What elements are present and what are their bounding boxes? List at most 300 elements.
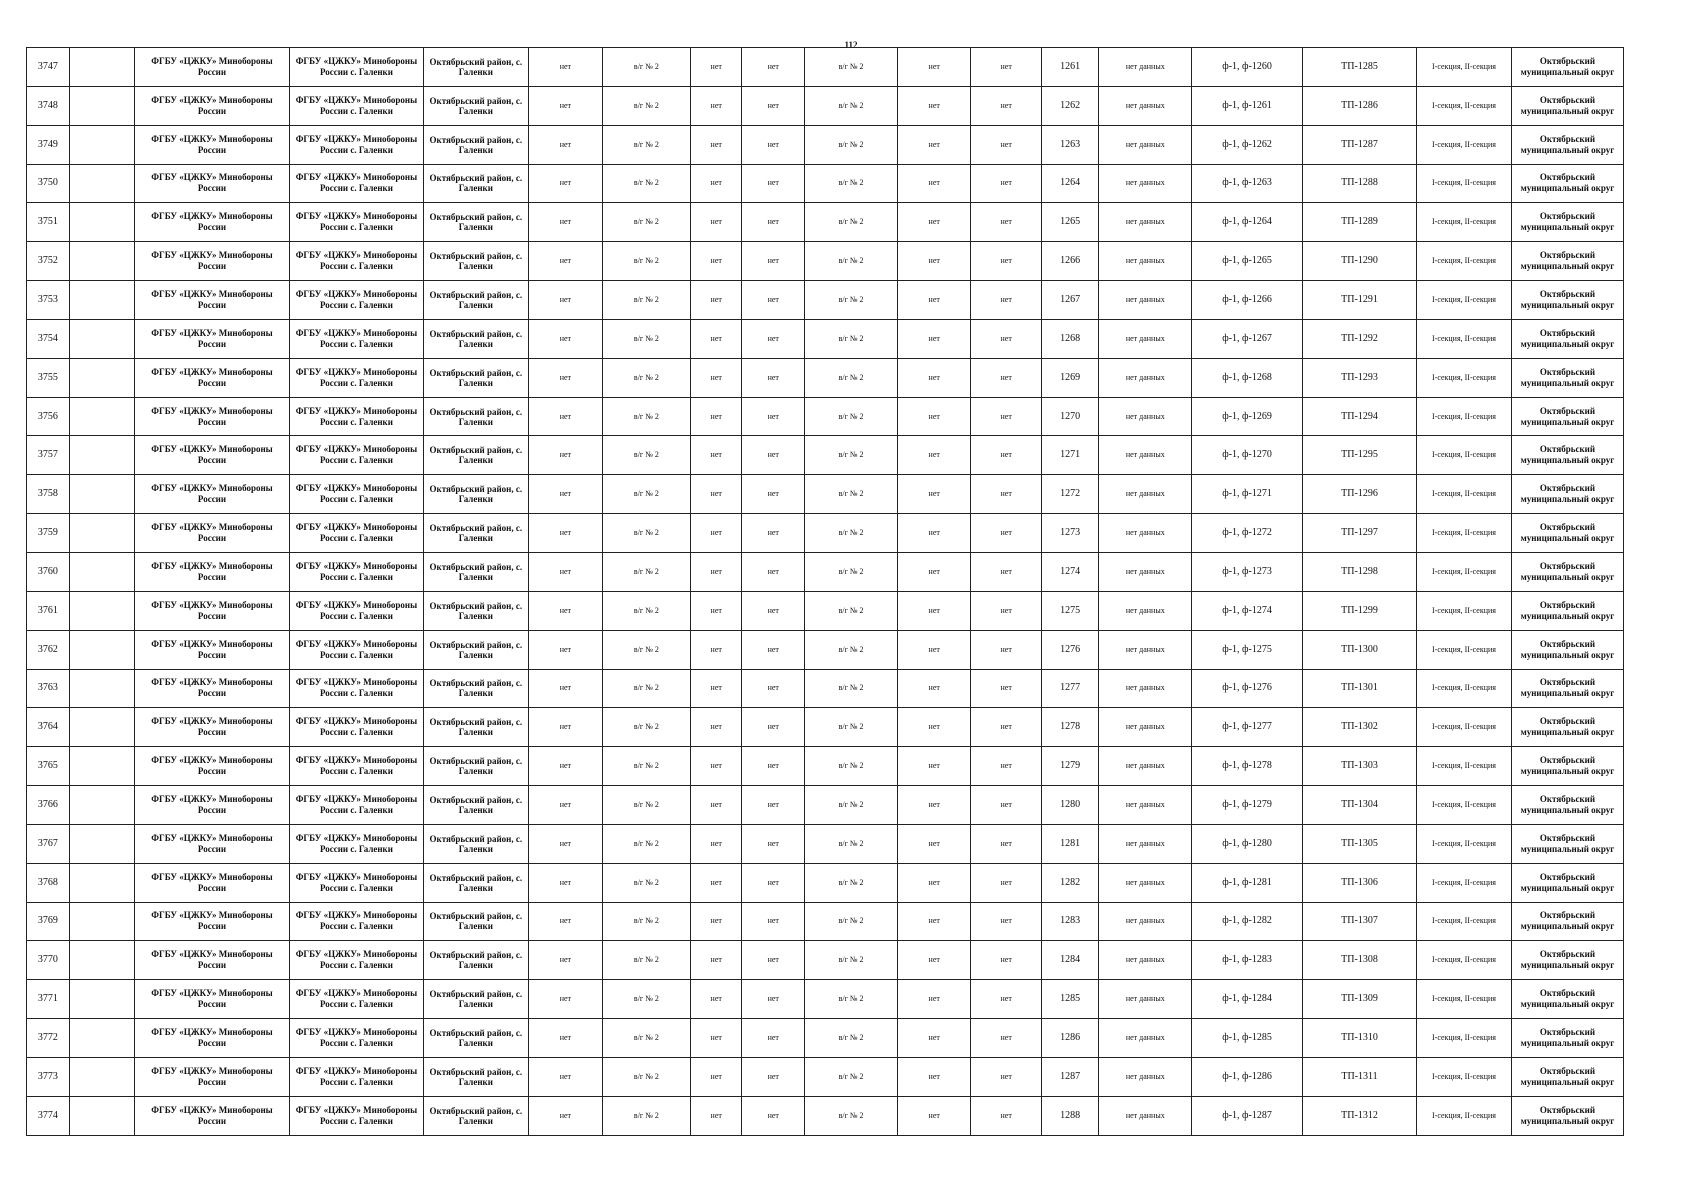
location: Октябрьский район, с. Галенки (423, 281, 529, 320)
field-net-5: нет (971, 669, 1041, 708)
table-row (27, 708, 1624, 747)
balance-holder: ФГБУ «ЦЖКУ» Минобороны России с. Галенки (290, 319, 423, 358)
field-net-2: нет (691, 1096, 742, 1135)
location: Октябрьский район, с. Галенки (423, 164, 529, 203)
field-net-2: нет (691, 552, 742, 591)
field-net-5: нет (971, 48, 1041, 87)
field-net-5: нет (971, 980, 1041, 1019)
location: Октябрьский район, с. Галенки (423, 786, 529, 825)
balance-holder: ФГБУ «ЦЖКУ» Минобороны России с. Галенки (290, 203, 423, 242)
location: Октябрьский район, с. Галенки (423, 397, 529, 436)
military-town-2: в/г № 2 (805, 902, 898, 941)
municipal-okrug: Октябрьский муниципальный округ (1511, 125, 1623, 164)
no-data: нет данных (1099, 708, 1192, 747)
field-net-2: нет (691, 281, 742, 320)
empty-cell (69, 824, 134, 863)
municipal-okrug: Октябрьский муниципальный округ (1511, 630, 1623, 669)
location: Октябрьский район, с. Галенки (423, 941, 529, 980)
no-data: нет данных (1099, 514, 1192, 553)
field-net-2: нет (691, 630, 742, 669)
empty-cell (69, 941, 134, 980)
owner-name: ФГБУ «ЦЖКУ» Минобороны России (134, 164, 290, 203)
sections: I-секция, II-секция (1417, 358, 1512, 397)
municipal-okrug: Октябрьский муниципальный округ (1511, 242, 1623, 281)
field-net-3: нет (742, 1019, 805, 1058)
field-net-2: нет (691, 824, 742, 863)
feeder: ф-1, ф-1264 (1192, 203, 1303, 242)
field-net-2: нет (691, 863, 742, 902)
row-number: 3752 (27, 242, 70, 281)
location: Октябрьский район, с. Галенки (423, 630, 529, 669)
balance-holder: ФГБУ «ЦЖКУ» Минобороны России с. Галенки (290, 1096, 423, 1135)
military-town-2: в/г № 2 (805, 1019, 898, 1058)
no-data: нет данных (1099, 591, 1192, 630)
location: Октябрьский район, с. Галенки (423, 86, 529, 125)
municipal-okrug: Октябрьский муниципальный округ (1511, 941, 1623, 980)
balance-holder: ФГБУ «ЦЖКУ» Минобороны России с. Галенки (290, 436, 423, 475)
field-net-4: нет (897, 48, 971, 87)
no-data: нет данных (1099, 902, 1192, 941)
table-row (27, 669, 1624, 708)
field-net-2: нет (691, 475, 742, 514)
field-net-4: нет (897, 397, 971, 436)
balance-holder: ФГБУ «ЦЖКУ» Минобороны России с. Галенки (290, 164, 423, 203)
military-town-2: в/г № 2 (805, 397, 898, 436)
military-town-2: в/г № 2 (805, 786, 898, 825)
military-town-2: в/г № 2 (805, 475, 898, 514)
table-row (27, 552, 1624, 591)
field-net-3: нет (742, 397, 805, 436)
municipal-okrug: Октябрьский муниципальный округ (1511, 1096, 1623, 1135)
no-data: нет данных (1099, 475, 1192, 514)
no-data: нет данных (1099, 824, 1192, 863)
location: Октябрьский район, с. Галенки (423, 436, 529, 475)
military-town: в/г № 2 (602, 48, 690, 87)
feeder: ф-1, ф-1272 (1192, 514, 1303, 553)
no-data: нет данных (1099, 242, 1192, 281)
municipal-okrug: Октябрьский муниципальный округ (1511, 436, 1623, 475)
military-town-2: в/г № 2 (805, 941, 898, 980)
field-net-3: нет (742, 475, 805, 514)
owner-name: ФГБУ «ЦЖКУ» Минобороны России (134, 824, 290, 863)
transformer-substation: ТП-1306 (1302, 863, 1416, 902)
table-row (27, 514, 1624, 553)
empty-cell (69, 863, 134, 902)
sections: I-секция, II-секция (1417, 630, 1512, 669)
military-town: в/г № 2 (602, 630, 690, 669)
no-data: нет данных (1099, 203, 1192, 242)
field-net-3: нет (742, 941, 805, 980)
empty-cell (69, 319, 134, 358)
field-net-2: нет (691, 980, 742, 1019)
municipal-okrug: Октябрьский муниципальный округ (1511, 281, 1623, 320)
balance-holder: ФГБУ «ЦЖКУ» Минобороны России с. Галенки (290, 1019, 423, 1058)
transformer-substation: ТП-1296 (1302, 475, 1416, 514)
field-net-3: нет (742, 319, 805, 358)
military-town: в/г № 2 (602, 164, 690, 203)
no-data: нет данных (1099, 436, 1192, 475)
balance-holder: ФГБУ «ЦЖКУ» Минобороны России с. Галенки (290, 902, 423, 941)
feeder: ф-1, ф-1277 (1192, 708, 1303, 747)
military-town: в/г № 2 (602, 319, 690, 358)
table-row (27, 747, 1624, 786)
transformer-substation: ТП-1285 (1302, 48, 1416, 87)
row-number: 3757 (27, 436, 70, 475)
empty-cell (69, 164, 134, 203)
municipal-okrug: Октябрьский муниципальный округ (1511, 164, 1623, 203)
military-town: в/г № 2 (602, 669, 690, 708)
transformer-substation: ТП-1290 (1302, 242, 1416, 281)
empty-cell (69, 708, 134, 747)
field-net-4: нет (897, 1057, 971, 1096)
municipal-okrug: Октябрьский муниципальный округ (1511, 980, 1623, 1019)
feeder: ф-1, ф-1262 (1192, 125, 1303, 164)
military-town-2: в/г № 2 (805, 708, 898, 747)
municipal-okrug: Октябрьский муниципальный округ (1511, 708, 1623, 747)
sections: I-секция, II-секция (1417, 863, 1512, 902)
empty-cell (69, 980, 134, 1019)
balance-holder: ФГБУ «ЦЖКУ» Минобороны России с. Галенки (290, 980, 423, 1019)
field-net-4: нет (897, 125, 971, 164)
military-town-2: в/г № 2 (805, 164, 898, 203)
row-number: 3771 (27, 980, 70, 1019)
row-number: 3747 (27, 48, 70, 87)
empty-cell (69, 203, 134, 242)
field-net-5: нет (971, 941, 1041, 980)
municipal-okrug: Октябрьский муниципальный округ (1511, 475, 1623, 514)
table-row (27, 86, 1624, 125)
military-town-2: в/г № 2 (805, 863, 898, 902)
field-net-2: нет (691, 203, 742, 242)
balance-holder: ФГБУ «ЦЖКУ» Минобороны России с. Галенки (290, 630, 423, 669)
location: Октябрьский район, с. Галенки (423, 514, 529, 553)
no-data: нет данных (1099, 397, 1192, 436)
balance-holder: ФГБУ «ЦЖКУ» Минобороны России с. Галенки (290, 125, 423, 164)
field-net-1: нет (529, 1057, 603, 1096)
sections: I-секция, II-секция (1417, 125, 1512, 164)
field-net-4: нет (897, 319, 971, 358)
empty-cell (69, 786, 134, 825)
field-net-2: нет (691, 786, 742, 825)
empty-cell (69, 1019, 134, 1058)
no-data: нет данных (1099, 358, 1192, 397)
owner-name: ФГБУ «ЦЖКУ» Минобороны России (134, 591, 290, 630)
location: Октябрьский район, с. Галенки (423, 980, 529, 1019)
balance-holder: ФГБУ «ЦЖКУ» Минобороны России с. Галенки (290, 591, 423, 630)
military-town: в/г № 2 (602, 591, 690, 630)
municipal-okrug: Октябрьский муниципальный округ (1511, 1057, 1623, 1096)
field-net-1: нет (529, 319, 603, 358)
military-town-2: в/г № 2 (805, 242, 898, 281)
owner-name: ФГБУ «ЦЖКУ» Минобороны России (134, 786, 290, 825)
owner-name: ФГБУ «ЦЖКУ» Минобороны России (134, 552, 290, 591)
field-net-3: нет (742, 514, 805, 553)
field-net-3: нет (742, 786, 805, 825)
row-number: 3762 (27, 630, 70, 669)
field-net-4: нет (897, 86, 971, 125)
field-net-2: нет (691, 1057, 742, 1096)
feeder: ф-1, ф-1279 (1192, 786, 1303, 825)
no-data: нет данных (1099, 552, 1192, 591)
owner-name: ФГБУ «ЦЖКУ» Минобороны России (134, 125, 290, 164)
municipal-okrug: Октябрьский муниципальный округ (1511, 902, 1623, 941)
empty-cell (69, 397, 134, 436)
military-town: в/г № 2 (602, 824, 690, 863)
owner-name: ФГБУ «ЦЖКУ» Минобороны России (134, 86, 290, 125)
field-net-3: нет (742, 242, 805, 281)
row-number: 3750 (27, 164, 70, 203)
transformer-substation: ТП-1310 (1302, 1019, 1416, 1058)
owner-name: ФГБУ «ЦЖКУ» Минобороны России (134, 48, 290, 87)
row-number: 3767 (27, 824, 70, 863)
military-town: в/г № 2 (602, 786, 690, 825)
location: Октябрьский район, с. Галенки (423, 203, 529, 242)
sections: I-секция, II-секция (1417, 1057, 1512, 1096)
location: Октябрьский район, с. Галенки (423, 552, 529, 591)
field-net-1: нет (529, 48, 603, 87)
field-net-5: нет (971, 1057, 1041, 1096)
field-net-2: нет (691, 591, 742, 630)
balance-holder: ФГБУ «ЦЖКУ» Минобороны России с. Галенки (290, 1057, 423, 1096)
no-data: нет данных (1099, 48, 1192, 87)
municipal-okrug: Октябрьский муниципальный округ (1511, 358, 1623, 397)
object-id: 1286 (1041, 1019, 1099, 1058)
transformer-substation: ТП-1308 (1302, 941, 1416, 980)
field-net-1: нет (529, 125, 603, 164)
no-data: нет данных (1099, 786, 1192, 825)
owner-name: ФГБУ «ЦЖКУ» Минобороны России (134, 1096, 290, 1135)
municipal-okrug: Октябрьский муниципальный округ (1511, 786, 1623, 825)
sections: I-секция, II-секция (1417, 1096, 1512, 1135)
owner-name: ФГБУ «ЦЖКУ» Минобороны России (134, 941, 290, 980)
transformer-substation: ТП-1294 (1302, 397, 1416, 436)
military-town: в/г № 2 (602, 125, 690, 164)
table-row (27, 630, 1624, 669)
location: Октябрьский район, с. Галенки (423, 1096, 529, 1135)
field-net-2: нет (691, 708, 742, 747)
military-town: в/г № 2 (602, 1057, 690, 1096)
sections: I-секция, II-секция (1417, 902, 1512, 941)
empty-cell (69, 669, 134, 708)
field-net-4: нет (897, 980, 971, 1019)
balance-holder: ФГБУ «ЦЖКУ» Минобороны России с. Галенки (290, 281, 423, 320)
object-id: 1278 (1041, 708, 1099, 747)
table-row (27, 824, 1624, 863)
field-net-1: нет (529, 86, 603, 125)
feeder: ф-1, ф-1281 (1192, 863, 1303, 902)
table-row (27, 319, 1624, 358)
sections: I-секция, II-секция (1417, 747, 1512, 786)
feeder: ф-1, ф-1263 (1192, 164, 1303, 203)
field-net-1: нет (529, 786, 603, 825)
field-net-5: нет (971, 203, 1041, 242)
location: Октябрьский район, с. Галенки (423, 1057, 529, 1096)
empty-cell (69, 86, 134, 125)
field-net-3: нет (742, 164, 805, 203)
field-net-4: нет (897, 475, 971, 514)
field-net-2: нет (691, 125, 742, 164)
transformer-substation: ТП-1311 (1302, 1057, 1416, 1096)
military-town: в/г № 2 (602, 863, 690, 902)
feeder: ф-1, ф-1283 (1192, 941, 1303, 980)
military-town-2: в/г № 2 (805, 1057, 898, 1096)
field-net-5: нет (971, 786, 1041, 825)
no-data: нет данных (1099, 281, 1192, 320)
field-net-3: нет (742, 48, 805, 87)
transformer-substation: ТП-1298 (1302, 552, 1416, 591)
field-net-2: нет (691, 164, 742, 203)
location: Октябрьский район, с. Галенки (423, 358, 529, 397)
object-id: 1281 (1041, 824, 1099, 863)
field-net-5: нет (971, 281, 1041, 320)
object-id: 1275 (1041, 591, 1099, 630)
location: Октябрьский район, с. Галенки (423, 319, 529, 358)
military-town-2: в/г № 2 (805, 669, 898, 708)
field-net-5: нет (971, 358, 1041, 397)
empty-cell (69, 902, 134, 941)
location: Октябрьский район, с. Галенки (423, 48, 529, 87)
transformer-substation: ТП-1297 (1302, 514, 1416, 553)
field-net-3: нет (742, 1096, 805, 1135)
owner-name: ФГБУ «ЦЖКУ» Минобороны России (134, 747, 290, 786)
military-town: в/г № 2 (602, 514, 690, 553)
sections: I-секция, II-секция (1417, 281, 1512, 320)
field-net-3: нет (742, 863, 805, 902)
transformer-substation: ТП-1299 (1302, 591, 1416, 630)
no-data: нет данных (1099, 1096, 1192, 1135)
feeder: ф-1, ф-1268 (1192, 358, 1303, 397)
military-town-2: в/г № 2 (805, 552, 898, 591)
transformer-substation: ТП-1304 (1302, 786, 1416, 825)
feeder: ф-1, ф-1261 (1192, 86, 1303, 125)
field-net-5: нет (971, 436, 1041, 475)
field-net-1: нет (529, 552, 603, 591)
municipal-okrug: Октябрьский муниципальный округ (1511, 824, 1623, 863)
field-net-2: нет (691, 669, 742, 708)
field-net-3: нет (742, 630, 805, 669)
object-id: 1264 (1041, 164, 1099, 203)
balance-holder: ФГБУ «ЦЖКУ» Минобороны России с. Галенки (290, 397, 423, 436)
object-id: 1287 (1041, 1057, 1099, 1096)
registry-table (26, 47, 1624, 1136)
transformer-substation: ТП-1286 (1302, 86, 1416, 125)
row-number: 3769 (27, 902, 70, 941)
table-row (27, 1019, 1624, 1058)
field-net-1: нет (529, 863, 603, 902)
no-data: нет данных (1099, 125, 1192, 164)
military-town: в/г № 2 (602, 980, 690, 1019)
empty-cell (69, 358, 134, 397)
object-id: 1265 (1041, 203, 1099, 242)
object-id: 1262 (1041, 86, 1099, 125)
field-net-5: нет (971, 824, 1041, 863)
military-town: в/г № 2 (602, 242, 690, 281)
row-number: 3751 (27, 203, 70, 242)
object-id: 1274 (1041, 552, 1099, 591)
sections: I-секция, II-секция (1417, 48, 1512, 87)
field-net-1: нет (529, 980, 603, 1019)
field-net-5: нет (971, 1096, 1041, 1135)
object-id: 1280 (1041, 786, 1099, 825)
municipal-okrug: Октябрьский муниципальный округ (1511, 514, 1623, 553)
object-id: 1270 (1041, 397, 1099, 436)
sections: I-секция, II-секция (1417, 552, 1512, 591)
object-id: 1268 (1041, 319, 1099, 358)
owner-name: ФГБУ «ЦЖКУ» Минобороны России (134, 397, 290, 436)
field-net-4: нет (897, 708, 971, 747)
table-body (27, 48, 1624, 1136)
municipal-okrug: Октябрьский муниципальный округ (1511, 1019, 1623, 1058)
table-row (27, 164, 1624, 203)
no-data: нет данных (1099, 164, 1192, 203)
no-data: нет данных (1099, 747, 1192, 786)
field-net-3: нет (742, 358, 805, 397)
military-town-2: в/г № 2 (805, 48, 898, 87)
location: Октябрьский район, с. Галенки (423, 591, 529, 630)
military-town-2: в/г № 2 (805, 86, 898, 125)
sections: I-секция, II-секция (1417, 397, 1512, 436)
municipal-okrug: Октябрьский муниципальный округ (1511, 552, 1623, 591)
object-id: 1263 (1041, 125, 1099, 164)
field-net-4: нет (897, 242, 971, 281)
transformer-substation: ТП-1289 (1302, 203, 1416, 242)
field-net-2: нет (691, 747, 742, 786)
owner-name: ФГБУ «ЦЖКУ» Минобороны России (134, 902, 290, 941)
municipal-okrug: Октябрьский муниципальный округ (1511, 48, 1623, 87)
field-net-5: нет (971, 242, 1041, 281)
field-net-5: нет (971, 630, 1041, 669)
location: Октябрьский район, с. Галенки (423, 242, 529, 281)
field-net-3: нет (742, 281, 805, 320)
municipal-okrug: Октябрьский муниципальный округ (1511, 319, 1623, 358)
field-net-3: нет (742, 436, 805, 475)
transformer-substation: ТП-1292 (1302, 319, 1416, 358)
owner-name: ФГБУ «ЦЖКУ» Минобороны России (134, 669, 290, 708)
military-town-2: в/г № 2 (805, 281, 898, 320)
object-id: 1282 (1041, 863, 1099, 902)
field-net-1: нет (529, 242, 603, 281)
transformer-substation: ТП-1288 (1302, 164, 1416, 203)
sections: I-секция, II-секция (1417, 86, 1512, 125)
military-town: в/г № 2 (602, 1019, 690, 1058)
location: Октябрьский район, с. Галенки (423, 125, 529, 164)
sections: I-секция, II-секция (1417, 203, 1512, 242)
owner-name: ФГБУ «ЦЖКУ» Минобороны России (134, 436, 290, 475)
military-town-2: в/г № 2 (805, 203, 898, 242)
no-data: нет данных (1099, 630, 1192, 669)
sections: I-секция, II-секция (1417, 591, 1512, 630)
field-net-3: нет (742, 1057, 805, 1096)
field-net-4: нет (897, 941, 971, 980)
owner-name: ФГБУ «ЦЖКУ» Минобороны России (134, 203, 290, 242)
object-id: 1276 (1041, 630, 1099, 669)
sections: I-секция, II-секция (1417, 164, 1512, 203)
field-net-4: нет (897, 436, 971, 475)
military-town-2: в/г № 2 (805, 630, 898, 669)
field-net-4: нет (897, 1096, 971, 1135)
field-net-3: нет (742, 669, 805, 708)
feeder: ф-1, ф-1276 (1192, 669, 1303, 708)
object-id: 1288 (1041, 1096, 1099, 1135)
no-data: нет данных (1099, 1057, 1192, 1096)
row-number: 3761 (27, 591, 70, 630)
empty-cell (69, 436, 134, 475)
feeder: ф-1, ф-1273 (1192, 552, 1303, 591)
object-id: 1269 (1041, 358, 1099, 397)
table-row (27, 786, 1624, 825)
field-net-4: нет (897, 1019, 971, 1058)
military-town: в/г № 2 (602, 281, 690, 320)
